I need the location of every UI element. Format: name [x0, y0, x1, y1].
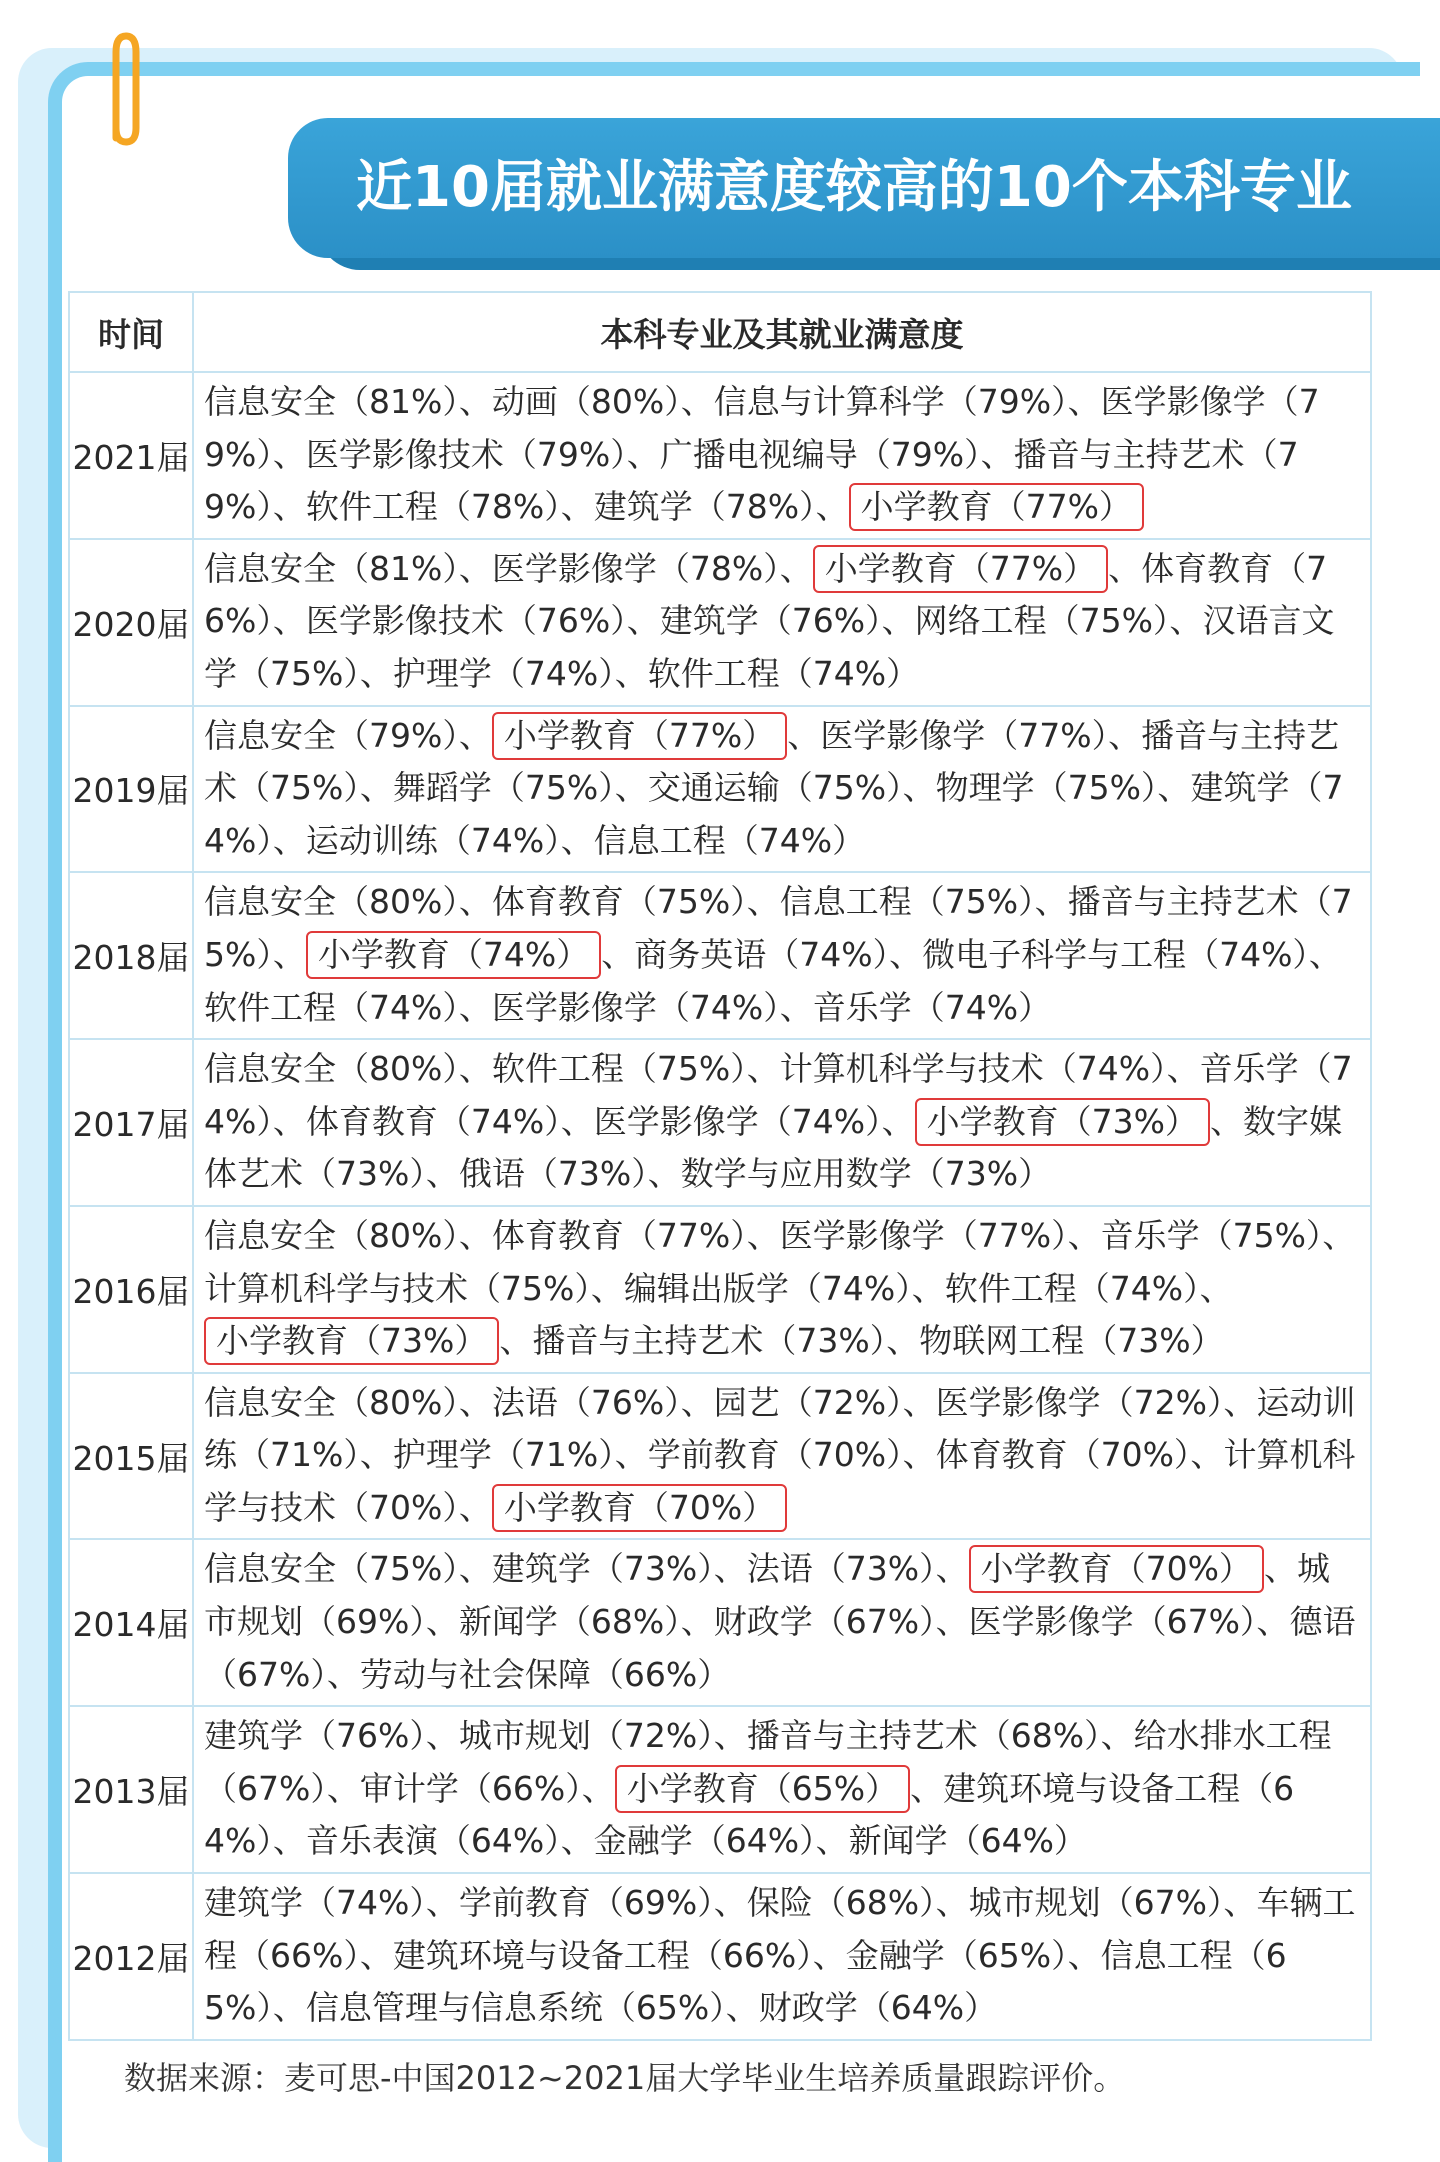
major-item: 法语（73%）、	[746, 1549, 969, 1589]
table-row	[69, 1206, 1371, 1373]
major-item: 医学影像学（79%）、	[204, 382, 1320, 474]
major-item: 新闻学（68%）、	[458, 1602, 714, 1642]
major-item: 建筑学（76%）、	[659, 601, 915, 641]
major-item: 信息与计算科学（79%）、	[713, 382, 1101, 421]
major-item: 软件工程（78%）、	[305, 487, 594, 527]
major-item: 运动训练（74%）、	[305, 820, 594, 860]
row-majors	[193, 706, 1371, 873]
major-item: 体育教育（75%）、	[491, 882, 780, 922]
major-item: 音乐表演（64%）、	[305, 1821, 594, 1861]
major-item: 计算机科学与技术（75%）、	[204, 1268, 624, 1308]
major-item: 、城市规划（69%）、	[204, 1549, 1330, 1642]
table-row	[69, 872, 1371, 1039]
major-item: 护理学（71%）、	[392, 1435, 648, 1475]
major-item: 软件工程（74%）、	[944, 1268, 1233, 1308]
major-item: 计算机科学与技术（70%）、	[204, 1435, 1356, 1527]
row-year: 2013届	[69, 1706, 193, 1873]
row-majors	[193, 1206, 1371, 1373]
major-item: 学前教育（70%）、	[647, 1435, 936, 1475]
highlighted-major: 小学教育（65%）	[615, 1765, 910, 1813]
table-row	[69, 706, 1371, 873]
major-item: 软件工程（74%）、	[204, 987, 492, 1027]
major-item: 信息安全（80%）、	[204, 1215, 492, 1255]
table-row	[69, 1539, 1371, 1706]
row-year: 2016届	[69, 1206, 193, 1373]
data-source-note: 数据来源：麦可思-中国2012~2021届大学毕业生培养质量跟踪评价。	[124, 2059, 1126, 2097]
major-item: 体育教育（70%）、	[935, 1435, 1224, 1475]
major-item: 医学影像学（77%）、	[779, 1215, 1101, 1255]
major-item: 城市规划（72%）、	[458, 1716, 747, 1756]
table-row	[69, 1039, 1371, 1206]
major-item: 软件工程（74%）	[647, 653, 920, 693]
major-item: 金融学（64%）、	[593, 1821, 849, 1861]
row-year: 2014届	[69, 1539, 193, 1706]
major-item: 德语（67%）、	[204, 1602, 1356, 1694]
highlighted-major: 小学教育（77%）	[813, 545, 1108, 593]
row-year: 2020届	[69, 539, 193, 706]
major-item: 金融学（65%）、	[845, 1935, 1101, 1975]
highlighted-major: 小学教育（74%）	[306, 931, 601, 979]
table-body	[69, 372, 1371, 2040]
major-item: 音乐学（74%）、	[204, 1049, 1353, 1141]
major-item: 软件工程（75%）、	[491, 1049, 780, 1089]
major-item: 播音与主持艺术（68%）、	[746, 1716, 1134, 1756]
major-item: 新闻学（64%）	[848, 1821, 1087, 1861]
major-item: 计算机科学与技术（74%）、	[779, 1049, 1200, 1089]
major-item: 医学影像学（74%）、	[593, 1101, 915, 1141]
table-header-row	[69, 292, 1371, 372]
major-item: 法语（76%）、	[491, 1382, 714, 1422]
major-item: 数学与应用数学（73%）	[680, 1154, 1052, 1194]
highlighted-major: 小学教育（70%）	[492, 1484, 787, 1532]
major-item: 信息安全（81%）、	[204, 382, 492, 421]
table-row	[69, 539, 1371, 706]
row-majors	[193, 1373, 1371, 1540]
major-item: 信息安全（80%）、	[204, 1382, 492, 1422]
major-item: 、商务英语（74%）、	[601, 934, 923, 974]
major-item: 医学影像学（74%）、	[491, 987, 813, 1027]
major-item: 建筑学（74%）、	[204, 768, 1344, 860]
major-item: 、体育教育（76%）、	[204, 548, 1328, 641]
major-item: 保险（68%）、	[746, 1883, 969, 1923]
major-item: 建筑学（78%）、	[593, 487, 849, 527]
major-item: 、建筑环境与设备工程（64%）、	[204, 1768, 1295, 1861]
highlighted-major: 小学教育（73%）	[915, 1098, 1210, 1146]
major-item: 建筑学（76%）、	[204, 1716, 459, 1756]
majors-table	[68, 291, 1372, 2041]
major-item: 信息管理与信息系统（65%）、	[305, 1988, 759, 2028]
major-item: 建筑环境与设备工程（66%）、	[392, 1935, 846, 1975]
major-item: 车辆工程（66%）、	[204, 1883, 1356, 1975]
major-item: 信息安全（80%）、	[204, 882, 492, 922]
major-item: 信息安全（79%）、	[204, 715, 492, 755]
major-item: 、播音与主持艺术（73%）、	[499, 1321, 920, 1361]
major-item: 信息工程（74%）	[593, 820, 866, 860]
major-item: 播音与主持艺术（75%）、	[204, 715, 1340, 808]
highlighted-major: 小学教育（73%）	[204, 1317, 499, 1365]
major-item: 医学影像学（72%）、	[935, 1382, 1257, 1422]
highlighted-major: 小学教育（70%）	[969, 1545, 1264, 1593]
major-item: 物理学（75%）、	[935, 768, 1191, 808]
major-item: 、数字媒体艺术（73%）、	[204, 1101, 1342, 1194]
major-item: 播音与主持艺术（75%）、	[204, 882, 1353, 974]
paperclip-icon	[104, 28, 144, 150]
row-year: 2017届	[69, 1039, 193, 1206]
highlighted-major: 小学教育（77%）	[492, 712, 787, 760]
major-item: 给水排水工程（67%）、	[204, 1716, 1332, 1808]
major-item: 音乐学（75%）、	[1100, 1215, 1356, 1255]
major-item: 城市规划（67%）、	[968, 1883, 1257, 1923]
row-majors	[193, 872, 1371, 1039]
major-item: 俄语（73%）、	[458, 1154, 681, 1194]
major-item: 广播电视编导（79%）、	[659, 434, 1014, 474]
major-item: 、医学影像学（77%）、	[787, 715, 1142, 755]
major-item: 体育教育（77%）、	[491, 1215, 780, 1255]
major-item: 医学影像学（78%）、	[491, 548, 813, 588]
row-majors	[193, 1539, 1371, 1706]
major-item: 编辑出版学（74%）、	[623, 1268, 945, 1308]
page-title: 近10届就业满意度较高的10个本科专业	[288, 118, 1440, 258]
major-item: 舞蹈学（75%）、	[392, 768, 648, 808]
row-majors	[193, 1873, 1371, 2040]
major-item: 体育教育（74%）、	[305, 1101, 594, 1141]
major-item: 信息工程（65%）、	[204, 1935, 1287, 2028]
major-item: 交通运输（75%）、	[647, 768, 936, 808]
row-year: 2012届	[69, 1873, 193, 2040]
row-majors	[193, 1706, 1371, 1873]
major-item: 建筑学（74%）、	[204, 1883, 459, 1923]
major-item: 医学影像技术（76%）、	[305, 601, 660, 641]
major-item: 园艺（72%）、	[713, 1382, 936, 1422]
major-item: 信息安全（80%）、	[204, 1049, 492, 1089]
major-item: 医学影像技术（79%）、	[305, 434, 660, 474]
major-item: 学前教育（69%）、	[458, 1883, 747, 1923]
major-item: 护理学（74%）、	[392, 653, 648, 693]
major-item: 财政学（64%）	[758, 1988, 998, 2028]
row-year: 2021届	[69, 372, 193, 539]
row-majors	[193, 539, 1371, 706]
major-item: 建筑学（73%）、	[491, 1549, 747, 1589]
major-item: 汉语言文学（75%）、	[204, 601, 1335, 693]
major-item: 审计学（66%）、	[359, 1768, 615, 1808]
row-majors	[193, 372, 1371, 539]
major-item: 音乐学（74%）	[812, 987, 1052, 1027]
row-majors	[193, 1039, 1371, 1206]
major-item: 信息工程（75%）、	[779, 882, 1068, 922]
table-row	[69, 372, 1371, 539]
major-item: 信息安全（75%）、	[204, 1549, 492, 1589]
major-item: 信息安全（81%）、	[204, 548, 492, 588]
major-item: 劳动与社会保障（66%）	[359, 1654, 731, 1694]
major-item: 运动训练（71%）、	[204, 1382, 1356, 1475]
major-item: 医学影像学（67%）、	[968, 1602, 1290, 1642]
majors-table-wrapper	[68, 291, 1370, 2041]
table-row	[69, 1373, 1371, 1540]
major-item: 播音与主持艺术（79%）、	[204, 434, 1299, 527]
major-item: 网络工程（75%）、	[914, 601, 1203, 641]
highlighted-major: 小学教育（77%）	[849, 483, 1144, 531]
major-item: 物联网工程（73%）	[919, 1321, 1224, 1361]
row-year: 2018届	[69, 872, 193, 1039]
header-majors: 本科专业及其就业满意度	[193, 292, 1371, 372]
table-row	[69, 1873, 1371, 2040]
major-item: 动画（80%）、	[491, 382, 714, 421]
row-year: 2019届	[69, 706, 193, 873]
major-item: 财政学（67%）、	[713, 1602, 969, 1642]
table-row	[69, 1706, 1371, 1873]
major-item: 微电子科学与工程（74%）、	[922, 934, 1342, 974]
header-time: 时间	[69, 292, 193, 372]
row-year: 2015届	[69, 1373, 193, 1540]
